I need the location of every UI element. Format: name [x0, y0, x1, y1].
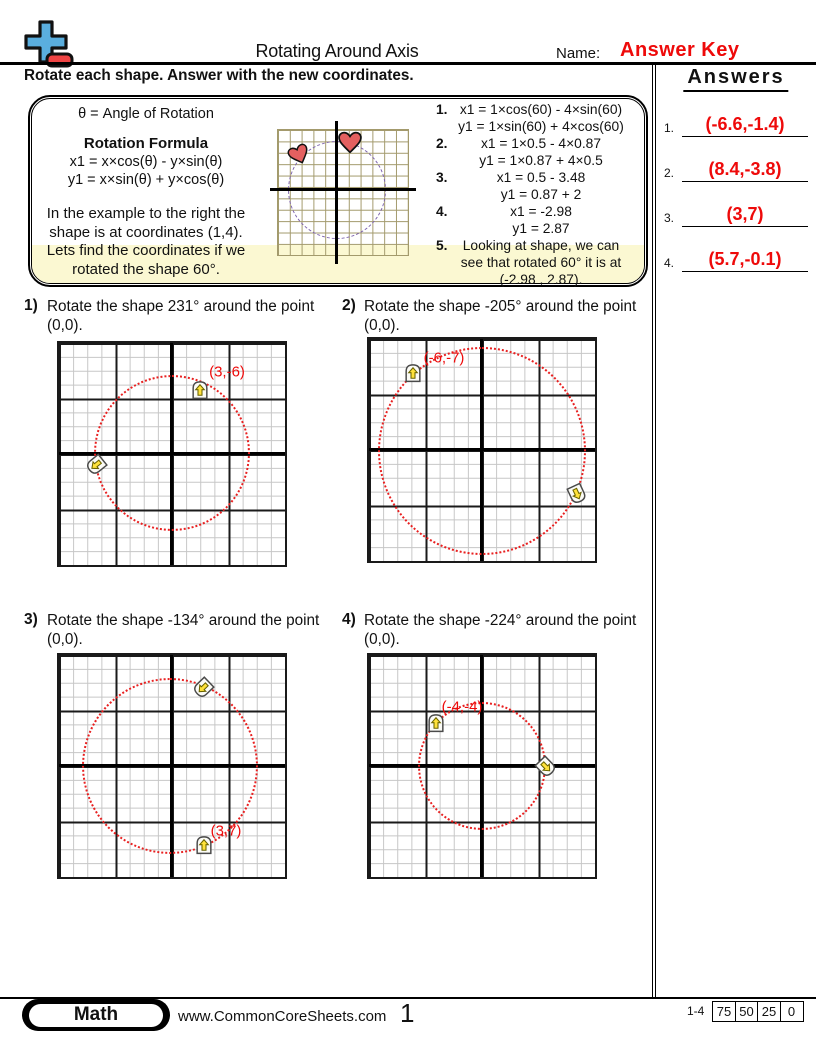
answers-separator: [652, 62, 656, 998]
answer-key-text: Answer Key: [620, 39, 740, 61]
answers-title: Answers: [683, 66, 788, 92]
answer-row-1: [662, 111, 812, 137]
problem-1-number: 1): [24, 297, 38, 314]
problem-3-text: Rotate the shape -134° around the point (0,0).: [47, 612, 320, 648]
answer-value: (3,7): [682, 202, 808, 227]
formula-title: Rotation Formula: [83, 135, 209, 152]
score-cell: 0: [780, 1001, 804, 1022]
step-line: x1 = 1×cos(60) - 4×sin(60): [459, 102, 623, 117]
step-line: Looking at shape, we can: [462, 238, 620, 253]
name-label: Name:: [556, 45, 601, 62]
page-title: Rotating Around Axis: [255, 41, 419, 61]
description-line: In the example to the right the: [46, 205, 246, 222]
answer-value: (5.7,-0.1): [682, 247, 808, 272]
step-line: y1 = 1×0.87 + 4×0.5: [479, 153, 603, 168]
answer-row-3: [662, 201, 812, 227]
coordinate-label: (-4,-4): [441, 698, 483, 716]
answer-row-2: [662, 156, 812, 182]
theta-definition: θ = Angle of Rotation: [78, 106, 214, 122]
problem-4-grid: [367, 653, 597, 879]
step-number: 2.: [436, 136, 448, 151]
answer-value: (8.4,-3.8): [682, 157, 808, 182]
step-line: x1 = -2.98: [510, 204, 572, 219]
description-line: Lets find the coordinates if we: [46, 242, 246, 259]
problem-1-grid: [57, 341, 287, 567]
problem-3-number: 3): [24, 611, 38, 628]
heart-icon: [338, 132, 362, 159]
step-line: x1 = 0.5 - 3.48: [496, 170, 586, 185]
subject-label: Math: [29, 1004, 163, 1027]
rotation-path-circle: [94, 375, 250, 531]
description-line: rotated the shape 60°.: [72, 260, 220, 278]
website-url: www.CommonCoreSheets.com: [178, 1008, 387, 1025]
formula-x: x1 = x×cos(θ) - y×sin(θ): [69, 154, 223, 170]
problem-1-text: Rotate the shape 231° around the point (0,0).: [47, 298, 315, 334]
example-x-axis: [270, 188, 416, 191]
step-line: y1 = 1×sin(60) + 4×cos(60): [458, 119, 624, 134]
answer-number: 4.: [664, 256, 675, 270]
step-line: y1 = 0.87 + 2: [500, 187, 582, 202]
step-line: (-2.98 , 2.87).: [499, 272, 583, 287]
arrow-shield-icon: [191, 380, 209, 400]
problem-2-text: Rotate the shape -205° around the point (0,0).: [364, 298, 637, 334]
step-number: 1.: [436, 102, 448, 117]
formula-y: y1 = x×sin(θ) + y×cos(θ): [67, 172, 225, 188]
subject-badge: [22, 999, 170, 1031]
step-line: x1 = 1×0.5 - 4×0.87: [480, 136, 602, 151]
answer-number: 3.: [664, 211, 675, 225]
step-number: 3.: [436, 170, 448, 185]
score-cell: 25: [757, 1001, 781, 1022]
score-cell: 50: [735, 1001, 759, 1022]
step-2: [434, 135, 648, 169]
arrow-shield-icon: [404, 363, 422, 383]
coordinate-label: (3,7): [210, 822, 242, 840]
problem-2-grid: [367, 337, 597, 563]
problem-4-number: 4): [342, 611, 356, 628]
problem-4-text: Rotate the shape -224° around the point (0,0).: [364, 612, 637, 648]
example-grid: [277, 129, 409, 256]
score-range: 1-4: [687, 1004, 705, 1018]
arrow-shield-icon: [427, 713, 445, 733]
score-cell: 75: [712, 1001, 736, 1022]
coordinate-label: (3,-6): [209, 363, 245, 381]
header-divider: [0, 62, 816, 65]
example-steps: [434, 101, 648, 288]
step-3: [434, 169, 648, 203]
step-5: [434, 237, 648, 288]
answer-value: (-6.6,-1.4): [682, 112, 808, 137]
example-description: [16, 205, 276, 279]
page-number: 1: [400, 998, 415, 1028]
answer-number: 1.: [664, 121, 675, 135]
instruction-text: Rotate each shape. Answer with the new coordinates.: [24, 67, 414, 84]
coordinate-label: (-6,-7): [423, 349, 465, 367]
answer-row-4: [662, 246, 812, 272]
problem-3-grid: [57, 653, 287, 879]
description-line: shape is at coordinates (1,4).: [49, 223, 243, 241]
step-line: y1 = 2.87: [512, 221, 570, 236]
problem-2-number: 2): [342, 297, 356, 314]
step-number: 4.: [436, 204, 448, 219]
step-line: see that rotated 60° it is at: [460, 255, 622, 270]
example-box: [28, 95, 648, 287]
step-4: [434, 203, 648, 237]
score-table: [712, 1001, 804, 1022]
answer-number: 2.: [664, 166, 675, 180]
step-number: 5.: [436, 238, 448, 253]
step-1: [434, 101, 648, 135]
